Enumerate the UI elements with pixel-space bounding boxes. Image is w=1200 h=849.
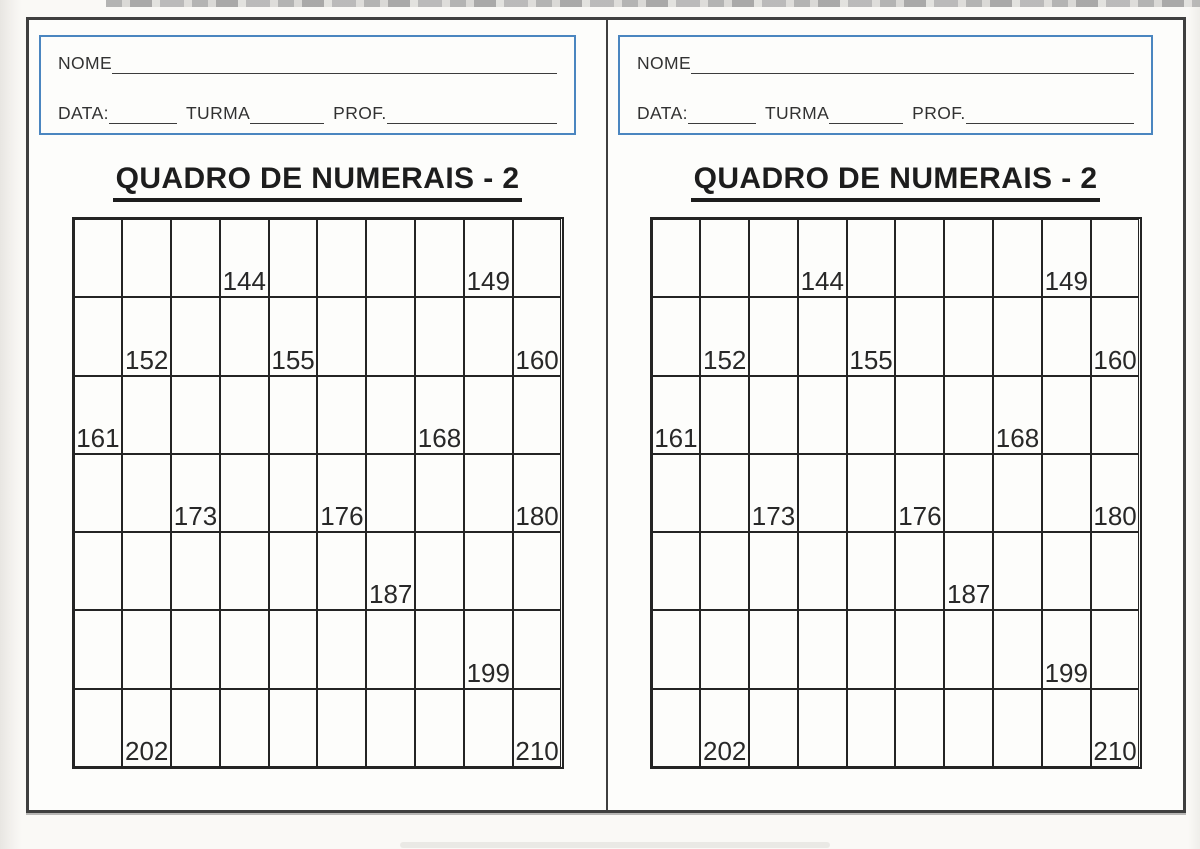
grid-cell-empty: [847, 219, 896, 297]
grid-cell-empty: [513, 376, 562, 454]
teacher-blank-line: [387, 104, 557, 124]
grid-cell-empty: [317, 297, 366, 375]
grid-cell-empty: [1042, 297, 1091, 375]
grid-cell-empty: [944, 376, 993, 454]
grid-cell-empty: [895, 689, 944, 767]
grid-cell-empty: [700, 532, 749, 610]
grid-cell-empty: [1042, 454, 1091, 532]
grid-cell-filled: 149: [1042, 219, 1091, 297]
grid-cell-empty: [700, 219, 749, 297]
grid-cell-filled: 180: [513, 454, 562, 532]
name-label: NOME: [637, 53, 692, 73]
grid-cell-empty: [366, 297, 415, 375]
scan-edge-right-shading: [1188, 0, 1200, 849]
worksheet-panel-right: [606, 20, 1183, 810]
grid-cell-filled: 161: [74, 376, 123, 454]
name-label: NOME: [58, 53, 113, 73]
class-label: TURMA: [764, 103, 830, 123]
grid-cell-empty: [317, 610, 366, 688]
class-blank-line: [250, 104, 324, 124]
grid-cell-empty: [269, 454, 318, 532]
grid-cell-empty: [798, 376, 847, 454]
grid-cell-empty: [464, 297, 513, 375]
grid-cell-empty: [415, 454, 464, 532]
student-info-box: [39, 35, 576, 135]
grid-cell-empty: [1091, 219, 1140, 297]
grid-cell-empty: [847, 532, 896, 610]
name-blank-line: [112, 54, 557, 74]
grid-cell-empty: [269, 376, 318, 454]
grid-cell-empty: [652, 219, 701, 297]
student-info-box: [618, 35, 1153, 135]
grid-cell-filled: 202: [122, 689, 171, 767]
grid-cell-empty: [122, 610, 171, 688]
scan-artifact-top-bar: [106, 0, 1200, 7]
grid-cell-empty: [464, 689, 513, 767]
grid-cell-filled: 176: [317, 454, 366, 532]
grid-cell-filled: 152: [122, 297, 171, 375]
grid-cell-empty: [171, 376, 220, 454]
grid-cell-empty: [1042, 532, 1091, 610]
grid-cell-empty: [798, 689, 847, 767]
grid-cell-empty: [944, 610, 993, 688]
grid-cell-empty: [317, 532, 366, 610]
name-blank-line: [691, 54, 1134, 74]
grid-cell-filled: 161: [652, 376, 701, 454]
grid-cell-filled: 199: [1042, 610, 1091, 688]
grid-cell-filled: 210: [513, 689, 562, 767]
grid-cell-filled: 187: [366, 532, 415, 610]
grid-cell-filled: 176: [895, 454, 944, 532]
grid-cell-empty: [1091, 532, 1140, 610]
grid-cell-filled: 202: [700, 689, 749, 767]
grid-cell-empty: [366, 689, 415, 767]
date-blank-line: [109, 104, 177, 124]
numbers-grid: [650, 217, 1142, 769]
grid-cell-empty: [122, 532, 171, 610]
grid-cell-empty: [220, 689, 269, 767]
grid-cell-filled: 160: [1091, 297, 1140, 375]
grid-cell-filled: 155: [269, 297, 318, 375]
grid-cell-filled: 152: [700, 297, 749, 375]
grid-cell-empty: [415, 297, 464, 375]
date-class-teacher-row: [637, 103, 1134, 124]
grid-cell-filled: 199: [464, 610, 513, 688]
teacher-blank-line: [966, 104, 1134, 124]
grid-cell-empty: [269, 532, 318, 610]
grid-cell-empty: [749, 689, 798, 767]
grid-cell-filled: 160: [513, 297, 562, 375]
date-class-teacher-row: [58, 103, 557, 124]
worksheet-title: QUADRO DE NUMERAIS - 2: [113, 162, 523, 202]
grid-cell-empty: [366, 219, 415, 297]
grid-cell-empty: [74, 219, 123, 297]
grid-cell-empty: [847, 689, 896, 767]
grid-cell-filled: 187: [944, 532, 993, 610]
grid-cell-filled: 168: [415, 376, 464, 454]
grid-cell-empty: [74, 297, 123, 375]
scan-artifact-bottom-smudge: [400, 842, 830, 848]
grid-cell-empty: [944, 689, 993, 767]
grid-cell-empty: [749, 219, 798, 297]
grid-cell-empty: [415, 610, 464, 688]
grid-cell-empty: [944, 297, 993, 375]
grid-cell-empty: [171, 689, 220, 767]
date-label: DATA:: [637, 103, 688, 123]
grid-cell-filled: 144: [798, 219, 847, 297]
grid-cell-empty: [749, 297, 798, 375]
grid-cell-empty: [366, 454, 415, 532]
grid-cell-empty: [798, 532, 847, 610]
grid-cell-empty: [317, 376, 366, 454]
grid-cell-empty: [749, 610, 798, 688]
grid-cell-filled: 173: [749, 454, 798, 532]
title-row: [608, 162, 1183, 202]
grid-cell-empty: [652, 610, 701, 688]
grid-cell-empty: [700, 376, 749, 454]
grid-cell-empty: [415, 689, 464, 767]
grid-cell-empty: [993, 297, 1042, 375]
grid-cell-empty: [74, 532, 123, 610]
grid-cell-empty: [74, 454, 123, 532]
grid-cell-empty: [513, 219, 562, 297]
grid-cell-empty: [171, 610, 220, 688]
grid-cell-filled: 180: [1091, 454, 1140, 532]
grid-cell-empty: [652, 297, 701, 375]
grid-cell-empty: [895, 297, 944, 375]
grid-cell-empty: [366, 610, 415, 688]
grid-cell-empty: [993, 689, 1042, 767]
grid-cell-empty: [122, 454, 171, 532]
grid-cell-filled: 149: [464, 219, 513, 297]
grid-cell-empty: [171, 532, 220, 610]
grid-cell-empty: [993, 219, 1042, 297]
grid-cell-empty: [895, 610, 944, 688]
date-label: DATA:: [58, 103, 109, 123]
grid-cell-empty: [798, 454, 847, 532]
class-blank-line: [829, 104, 903, 124]
grid-cell-empty: [652, 454, 701, 532]
grid-cell-empty: [1091, 376, 1140, 454]
grid-cell-empty: [74, 689, 123, 767]
grid-cell-empty: [220, 297, 269, 375]
grid-cell-empty: [652, 532, 701, 610]
grid-cell-filled: 144: [220, 219, 269, 297]
grid-cell-empty: [513, 532, 562, 610]
grid-cell-empty: [464, 454, 513, 532]
grid-cell-empty: [798, 297, 847, 375]
grid-cell-empty: [220, 376, 269, 454]
grid-cell-empty: [847, 454, 896, 532]
grid-cell-empty: [122, 219, 171, 297]
grid-cell-empty: [1091, 610, 1140, 688]
grid-cell-empty: [895, 532, 944, 610]
grid-cell-empty: [171, 297, 220, 375]
grid-cell-empty: [847, 610, 896, 688]
grid-cell-empty: [317, 219, 366, 297]
grid-cell-empty: [513, 610, 562, 688]
grid-cell-empty: [652, 689, 701, 767]
grid-cell-empty: [464, 532, 513, 610]
grid-cell-empty: [220, 454, 269, 532]
grid-cell-empty: [464, 376, 513, 454]
grid-cell-empty: [220, 532, 269, 610]
grid-cell-filled: 173: [171, 454, 220, 532]
grid-cell-empty: [269, 689, 318, 767]
grid-cell-empty: [269, 219, 318, 297]
grid-cell-filled: 155: [847, 297, 896, 375]
grid-cell-empty: [749, 376, 798, 454]
grid-cell-empty: [1042, 376, 1091, 454]
grid-cell-empty: [993, 610, 1042, 688]
grid-cell-filled: 210: [1091, 689, 1140, 767]
teacher-label: PROF.: [912, 103, 966, 123]
grid-cell-empty: [171, 219, 220, 297]
date-blank-line: [688, 104, 756, 124]
numbers-grid: [72, 217, 564, 769]
name-row: [58, 53, 557, 74]
worksheet-title: QUADRO DE NUMERAIS - 2: [691, 162, 1101, 202]
grid-cell-empty: [798, 610, 847, 688]
grid-cell-filled: 168: [993, 376, 1042, 454]
grid-cell-empty: [944, 219, 993, 297]
worksheet-panel-left: [29, 20, 606, 810]
grid-cell-empty: [74, 610, 123, 688]
grid-cell-empty: [1042, 689, 1091, 767]
teacher-label: PROF.: [333, 103, 387, 123]
grid-cell-empty: [993, 454, 1042, 532]
grid-cell-empty: [269, 610, 318, 688]
title-row: [29, 162, 606, 202]
grid-cell-empty: [220, 610, 269, 688]
scan-edge-left-shading: [0, 0, 22, 849]
grid-cell-empty: [366, 376, 415, 454]
worksheet-sheet: [26, 17, 1186, 813]
grid-cell-empty: [895, 219, 944, 297]
grid-cell-empty: [317, 689, 366, 767]
grid-cell-empty: [993, 532, 1042, 610]
name-row: [637, 53, 1134, 74]
grid-cell-empty: [847, 376, 896, 454]
grid-cell-empty: [415, 532, 464, 610]
grid-cell-empty: [895, 376, 944, 454]
grid-cell-empty: [700, 610, 749, 688]
grid-cell-empty: [749, 532, 798, 610]
grid-cell-empty: [415, 219, 464, 297]
grid-cell-empty: [944, 454, 993, 532]
grid-cell-empty: [122, 376, 171, 454]
class-label: TURMA: [185, 103, 251, 123]
grid-cell-empty: [700, 454, 749, 532]
